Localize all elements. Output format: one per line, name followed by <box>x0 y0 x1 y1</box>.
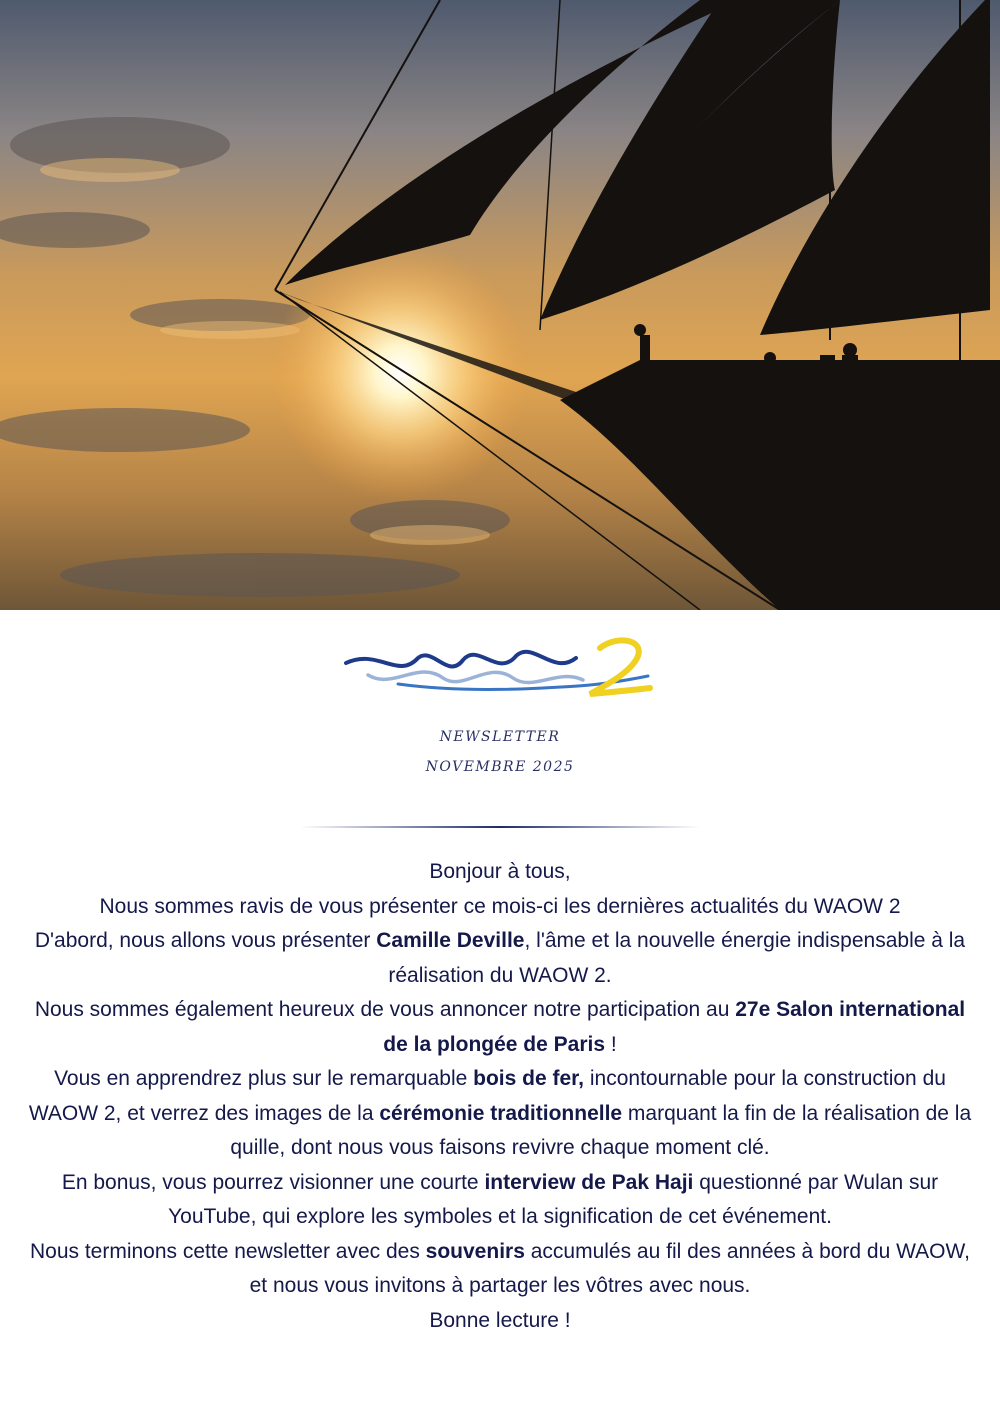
waow2-logo <box>338 630 658 710</box>
souvenirs-paragraph: Nous terminons cette newsletter avec des souvenirs accumulés au fil des années à bord du WAOW, et nous vous invitons à partager les vôtres avec nous. <box>29 1239 971 1297</box>
salon-name: 27e Salon international de la plongée de Paris <box>383 998 966 1056</box>
bois-de-fer: bois de fer, <box>473 1067 585 1090</box>
camille-paragraph: D'abord, nous allons vous présenter Camille Deville, l'âme et la nouvelle énergie indispensable à la réalisation du WAOW 2. <box>34 929 966 987</box>
divider <box>300 816 700 820</box>
waow2-logo-graphic <box>338 630 658 710</box>
sailing-ship-sunset-photo <box>0 0 1000 610</box>
closing: Bonne lecture ! <box>429 1308 571 1332</box>
hero-photo <box>0 0 1000 610</box>
newsletter-date: NOVEMBRE 2025 <box>425 759 575 775</box>
interview-paragraph: En bonus, vous pourrez visionner une courte interview de Pak Haji questionné par Wulan sur YouTube, qui explore les symboles et la signification de cet événement. <box>61 1170 939 1228</box>
souvenirs: souvenirs <box>425 1239 525 1263</box>
newsletter-label: NEWSLETTER <box>439 729 561 745</box>
newsletter-intro <box>20 855 980 1338</box>
intro-paragraph: Nous sommes ravis de vous présenter ce mois-ci les dernières actualités du WAOW 2 <box>99 894 901 918</box>
greeting: Bonjour à tous, <box>429 860 571 883</box>
bois-paragraph: Vous en apprendrez plus sur le remarquable bois de fer, incontournable pour la construction du WAOW 2, et verrez des images de la cérémonie traditionnelle marquant la fin de la réalisation de la quille, dont nous vous faisons revivre chaque moment clé. <box>28 1067 972 1159</box>
salon-paragraph: Nous sommes également heureux de vous annoncer notre participation au 27e Salon international de la plongée de Paris ! <box>34 998 966 1056</box>
camille-name: Camille Deville <box>376 929 525 952</box>
interview-pak-haji: interview de Pak Haji <box>484 1170 694 1194</box>
ceremonie: cérémonie traditionnelle <box>379 1101 623 1125</box>
